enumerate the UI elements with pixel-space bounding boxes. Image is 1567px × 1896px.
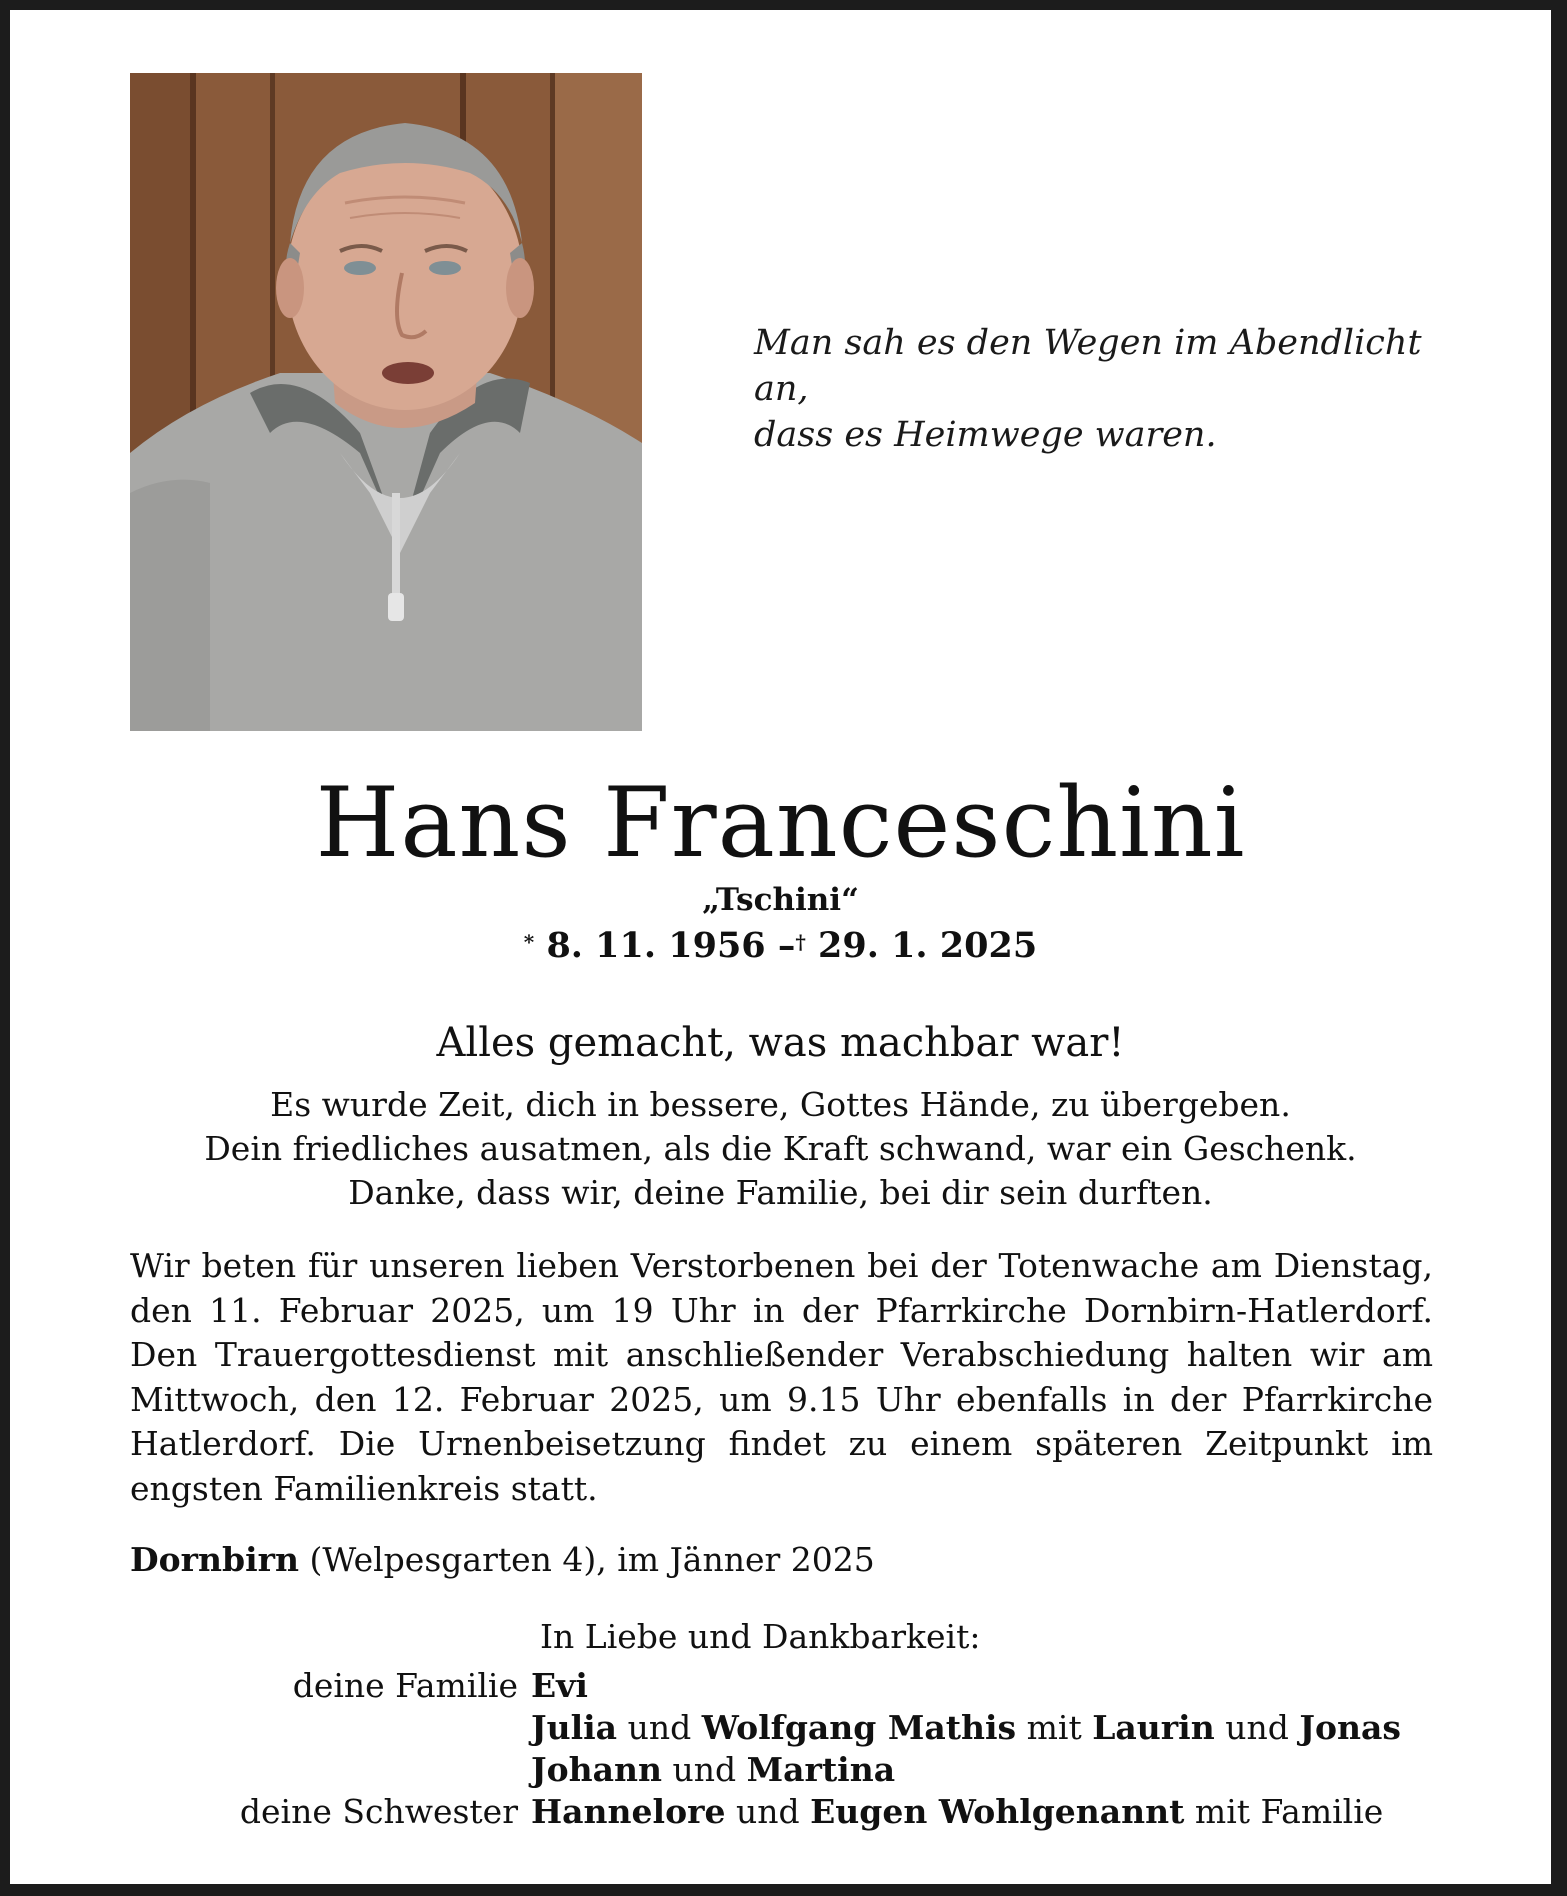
connector: und bbox=[672, 1750, 737, 1789]
mourner-julia: Julia bbox=[531, 1708, 618, 1747]
death-symbol: † bbox=[795, 930, 806, 954]
label-family: deine Familie bbox=[292, 1666, 518, 1705]
mourner-hannelore: Hannelore bbox=[531, 1792, 726, 1831]
connector: und bbox=[1225, 1708, 1289, 1747]
connector: und bbox=[735, 1792, 800, 1831]
mourner-evi: Evi bbox=[531, 1666, 588, 1705]
label-sister: deine Schwester bbox=[239, 1792, 518, 1831]
poem-line-3: Danke, dass wir, deine Familie, bei dir sein durften. bbox=[348, 1173, 1213, 1212]
connector: mit Familie bbox=[1194, 1792, 1384, 1831]
mourner-wolfgang: Wolfgang Mathis bbox=[701, 1708, 1017, 1747]
mourners-row bbox=[130, 1791, 1450, 1833]
obituary-page bbox=[10, 10, 1551, 1884]
quote-line-2: dass es Heimwege waren. bbox=[754, 415, 1217, 455]
mourner-johann: Johann bbox=[531, 1750, 662, 1789]
birth-date: 8. 11. 1956 bbox=[546, 925, 766, 966]
place-city: Dornbirn bbox=[130, 1540, 299, 1579]
birth-symbol: * bbox=[523, 930, 535, 954]
date-separator: – bbox=[777, 925, 796, 966]
mourners-row bbox=[130, 1707, 1450, 1749]
closing-line: In Liebe und Dankbarkeit: bbox=[540, 1617, 981, 1656]
connector: und bbox=[627, 1708, 692, 1747]
life-dates bbox=[10, 924, 1551, 968]
deceased-name: Hans Franceschini bbox=[315, 767, 1246, 879]
connector: mit bbox=[1026, 1708, 1082, 1747]
service-announcement: Wir beten für unseren lieben Verstorbenen bei der Totenwache am Dienstag, den 11. Februar 2025, um 19 Uhr in der Pfarrkirche Dornbirn-Hatlerdorf. Den Trauergottesdienst mit anschließender Verabschiedung halten wir am Mittwoch, den 12. Februar 2025, um 9.15 Uhr ebenfalls in der Pfarrkirche Hatlerdorf. Die Urnenbeisetzung findet zu einem späteren Zeitpunkt im engsten Familienkreis statt. bbox=[130, 1246, 1433, 1508]
nickname: „Tschini“ bbox=[702, 882, 859, 918]
poem bbox=[10, 1083, 1551, 1215]
motto: Alles gemacht, was machbar war! bbox=[436, 1020, 1125, 1066]
poem-line-1: Es wurde Zeit, dich in bessere, Gottes Hände, zu übergeben. bbox=[270, 1085, 1291, 1124]
mourner-martina: Martina bbox=[746, 1750, 896, 1789]
place-and-date bbox=[130, 1538, 1430, 1582]
mourners-list bbox=[130, 1665, 1450, 1833]
poem-line-2: Dein friedliches ausatmen, als die Kraft schwand, war ein Geschenk. bbox=[204, 1129, 1357, 1168]
quote-line-1: Man sah es den Wegen im Abendlicht an, bbox=[754, 323, 1422, 409]
place-address: (Welpesgarten 4), im Jänner 2025 bbox=[309, 1540, 875, 1579]
mourner-eugen: Eugen Wohlgenannt bbox=[810, 1792, 1185, 1831]
portrait-photo bbox=[130, 73, 642, 731]
mourner-laurin: Laurin bbox=[1092, 1708, 1215, 1747]
mourners-row bbox=[130, 1749, 1450, 1791]
mourners-row bbox=[130, 1665, 1450, 1707]
death-date: 29. 1. 2025 bbox=[818, 925, 1038, 966]
mourner-jonas: Jonas bbox=[1299, 1708, 1401, 1747]
quote bbox=[754, 320, 1474, 458]
